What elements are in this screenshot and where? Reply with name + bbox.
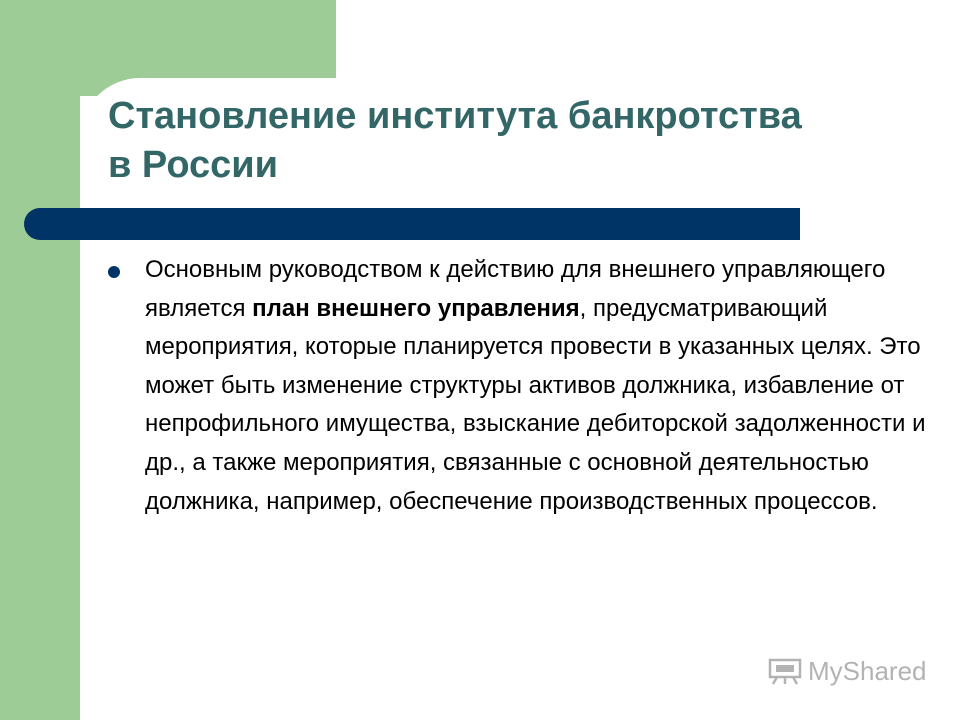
slide-title: Становление института банкротства в России	[108, 95, 802, 186]
bullet-text-start: Основным руководством к действию для внешнего управляющего является	[145, 256, 886, 322]
watermark-text: MyShared	[808, 656, 927, 686]
bullet-text-end: , предусматривающий мероприятия, которые планируется провести в указанных целях. Это может быть изменение структуры активов должника, избавление от непрофильного имущества, взыскание дебиторской задолженности и др., а также мероприятия, связанные с основной деятельностью должника, например, обеспечение производственных процессов.	[145, 294, 926, 515]
left-green-strip	[0, 0, 80, 720]
watermark	[768, 656, 927, 686]
presentation-board-icon	[768, 657, 802, 685]
title-underline-bar	[24, 208, 800, 240]
bullet-text-bold: план внешнего управления	[252, 294, 580, 322]
bullet-icon	[108, 266, 120, 278]
bullet-text	[145, 251, 930, 521]
